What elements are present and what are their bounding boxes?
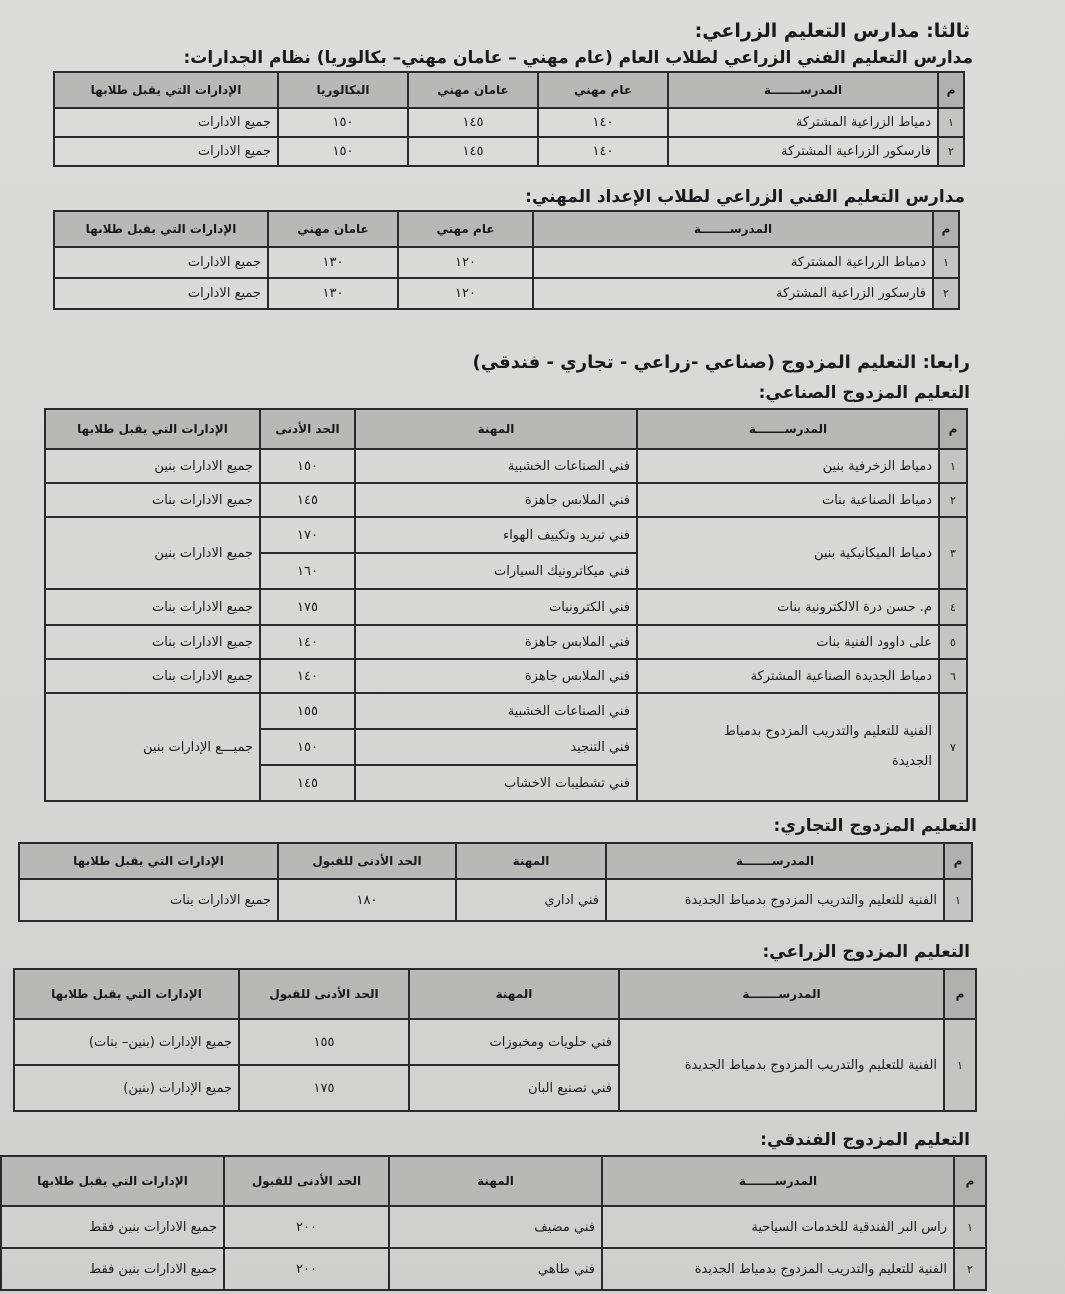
job-name: فني الملابس جاهزة <box>355 659 637 693</box>
row-index: ١ <box>933 247 959 278</box>
row-index: ٥ <box>939 625 967 659</box>
job-name: فني الصناعات الخشبية <box>355 449 637 483</box>
row-index: ٢ <box>938 137 964 166</box>
header-min: الحد الأدنى <box>260 409 355 449</box>
header-admins: الإدارات التي يقبل طلابها <box>19 843 278 879</box>
table-row <box>19 879 972 921</box>
score-value: ١٤٠ <box>538 108 668 137</box>
job-name: فني مضيف <box>389 1206 602 1248</box>
admin-text: جميع الادارات <box>54 247 268 278</box>
commercial-title: التعليم المزدوج التجاري: <box>773 816 977 836</box>
school-name: دمياط الزراعية المشتركة <box>668 108 938 137</box>
header-admins: الإدارات التي يقبل طلابها <box>54 211 268 247</box>
header-year1: عام مهني <box>538 72 668 108</box>
table-row <box>45 449 967 483</box>
min-score: ١٥٠ <box>260 729 355 765</box>
score-value: ١٣٠ <box>268 278 398 309</box>
section3-sub2: مدارس التعليم الفني الزراعي لطلاب الإعداد المهني: <box>525 187 965 207</box>
header-admins: الإدارات التي يقبل طلابها <box>45 409 260 449</box>
admin-text: جميع الادارات بنات <box>45 589 260 625</box>
min-score: ١٥٥ <box>260 693 355 729</box>
admin-text: جميع الإدارات (بنين) <box>14 1065 239 1111</box>
table-row <box>45 589 967 625</box>
header-year2: عامان مهني <box>408 72 538 108</box>
admin-text: جميع الادارات <box>54 137 278 166</box>
agricultural-title: التعليم المزدوج الزراعي: <box>762 942 970 962</box>
header-school: المدرســـــــة <box>602 1156 954 1206</box>
header-min: الحد الأدنى للقبول <box>224 1156 389 1206</box>
row-index: ١ <box>944 1019 976 1111</box>
school-name: م. حسن درة الالكترونية بنات <box>637 589 939 625</box>
header-index: م <box>933 211 959 247</box>
header-job: المهنة <box>389 1156 602 1206</box>
score-value: ١٥٠ <box>278 108 408 137</box>
header-index: م <box>938 72 964 108</box>
job-name: فني الملابس جاهزة <box>355 483 637 517</box>
admin-text: جميع الادارات بنات <box>45 659 260 693</box>
dual-industrial-table <box>44 408 968 802</box>
admin-text: جميع الادارات <box>54 278 268 309</box>
header-year2: عامان مهني <box>268 211 398 247</box>
table-row <box>45 483 967 517</box>
row-index: ١ <box>954 1206 986 1248</box>
min-score: ١٤٥ <box>260 483 355 517</box>
row-index: ٤ <box>939 589 967 625</box>
school-name <box>637 693 939 801</box>
header-job: المهنة <box>355 409 637 449</box>
table-row <box>54 108 964 137</box>
row-index: ١ <box>938 108 964 137</box>
admin-text: جميع الادارات بنين فقط <box>1 1248 224 1290</box>
table-row <box>45 517 967 553</box>
school-name: دمياط الصناعية بنات <box>637 483 939 517</box>
header-year1: عام مهني <box>398 211 533 247</box>
school-name-line2: الجديدة <box>891 754 932 769</box>
header-index: م <box>954 1156 986 1206</box>
table-row <box>54 137 964 166</box>
section3-title: ثالثا: مدارس التعليم الزراعي: <box>694 20 970 42</box>
min-score: ١٧٠ <box>260 517 355 553</box>
admin-text: جميع الادارات بنات <box>45 483 260 517</box>
admin-text: جميع الادارات بنين <box>45 449 260 483</box>
min-score: ١٥٥ <box>239 1019 409 1065</box>
row-index: ٢ <box>939 483 967 517</box>
school-name: الفنية للتعليم والتدريب المزدوج بدمياط الجديدة <box>606 879 944 921</box>
agri-general-table <box>53 71 965 167</box>
row-index: ٣ <box>939 517 967 589</box>
table-row <box>54 247 959 278</box>
admin-text: جميع الادارات بنات <box>19 879 278 921</box>
min-score: ٢٠٠ <box>224 1206 389 1248</box>
min-score: ١٨٠ <box>278 879 456 921</box>
min-score: ٢٠٠ <box>224 1248 389 1290</box>
job-name: فني الملابس جاهزة <box>355 625 637 659</box>
school-name: على داوود الفنية بنات <box>637 625 939 659</box>
job-name: فني تشطيبات الاخشاب <box>355 765 637 801</box>
row-index: ٧ <box>939 693 967 801</box>
min-score: ١٧٥ <box>239 1065 409 1111</box>
row-index: ٢ <box>933 278 959 309</box>
dual-agricultural-table <box>13 968 977 1112</box>
school-name: الفنية للتعليم والتدريب المزدوج بدمياط الجديدة <box>602 1248 954 1290</box>
score-value: ١٢٠ <box>398 247 533 278</box>
min-score: ١٤٥ <box>260 765 355 801</box>
school-name: دمياط الميكانيكية بنين <box>637 517 939 589</box>
min-score: ١٧٥ <box>260 589 355 625</box>
admin-text: جميع الادارات بنين <box>45 517 260 589</box>
header-index: م <box>944 969 976 1019</box>
school-name: فارسكور الزراعية المشتركة <box>668 137 938 166</box>
header-school: المدرســـــــة <box>606 843 944 879</box>
school-name-line1: الفنية للتعليم والتدريب المزدوج بدمياط <box>723 724 932 739</box>
table-row <box>54 278 959 309</box>
job-name: فني الصناعات الخشبية <box>355 693 637 729</box>
min-score: ١٦٠ <box>260 553 355 589</box>
school-name: الفنية للتعليم والتدريب المزدوج بدمياط الجديدة <box>619 1019 944 1111</box>
header-school: المدرســـــــة <box>637 409 939 449</box>
score-value: ١٤٥ <box>408 137 538 166</box>
agri-prep-table <box>53 210 960 310</box>
job-name: فني الكترونيات <box>355 589 637 625</box>
admin-text: جميع الادارات بنات <box>45 625 260 659</box>
section4-title: رابعا: التعليم المزدوج (صناعي -زراعي - تجاري - فندقي) <box>472 352 970 373</box>
job-name: فني طاهي <box>389 1248 602 1290</box>
row-index: ٦ <box>939 659 967 693</box>
header-min: الحد الأدنى للقبول <box>278 843 456 879</box>
header-job: المهنة <box>409 969 619 1019</box>
header-admins: الإدارات التي يقبل طلابها <box>1 1156 224 1206</box>
dual-hotel-table <box>0 1155 987 1291</box>
job-name: فني اداري <box>456 879 606 921</box>
header-admins: الإدارات التي يقبل طلابها <box>54 72 278 108</box>
admin-text: جميع الادارات بنين فقط <box>1 1206 224 1248</box>
admin-text: جميع الإدارات (بنين– بنات) <box>14 1019 239 1065</box>
header-admins: الإدارات التي يقبل طلابها <box>14 969 239 1019</box>
school-name: دمياط الزراعية المشتركة <box>533 247 933 278</box>
table-row <box>45 693 967 729</box>
header-school: المدرســـــــة <box>668 72 938 108</box>
min-score: ١٥٠ <box>260 449 355 483</box>
table-row <box>45 625 967 659</box>
min-score: ١٤٠ <box>260 659 355 693</box>
header-school: المدرســـــــة <box>533 211 933 247</box>
dual-commercial-table <box>18 842 973 922</box>
table-row <box>1 1248 986 1290</box>
job-name: فني التنجيد <box>355 729 637 765</box>
row-index: ١ <box>939 449 967 483</box>
school-name: راس البر الفندقية للخدمات السياحية <box>602 1206 954 1248</box>
header-min: الحد الأدنى للقبول <box>239 969 409 1019</box>
school-name: دمياط الزخرفية بنين <box>637 449 939 483</box>
admin-text: جميع الادارات <box>54 108 278 137</box>
min-score: ١٤٠ <box>260 625 355 659</box>
header-index: م <box>939 409 967 449</box>
header-job: المهنة <box>456 843 606 879</box>
admin-text: جميـــع الإدارات بنين <box>45 693 260 801</box>
header-index: م <box>944 843 972 879</box>
job-name: فني ميكاترونيك السيارات <box>355 553 637 589</box>
job-name: فني تصنيع البان <box>409 1065 619 1111</box>
header-school: المدرســـــــة <box>619 969 944 1019</box>
score-value: ١٣٠ <box>268 247 398 278</box>
score-value: ١٤٠ <box>538 137 668 166</box>
hotel-title: التعليم المزدوج الفندقي: <box>760 1130 970 1150</box>
row-index: ٢ <box>954 1248 986 1290</box>
header-bacc: البكالوريا <box>278 72 408 108</box>
school-name: فارسكور الزراعية المشتركة <box>533 278 933 309</box>
table-row <box>1 1206 986 1248</box>
table-row <box>45 659 967 693</box>
job-name: فني تبريد وتكييف الهواء <box>355 517 637 553</box>
score-value: ١٥٠ <box>278 137 408 166</box>
row-index: ١ <box>944 879 972 921</box>
score-value: ١٢٠ <box>398 278 533 309</box>
industrial-title: التعليم المزدوج الصناعي: <box>758 383 970 403</box>
job-name: فني حلويات ومخبوزات <box>409 1019 619 1065</box>
score-value: ١٤٥ <box>408 108 538 137</box>
table-row <box>14 1019 976 1065</box>
section3-sub1: مدارس التعليم الفني الزراعي لطلاب العام (عام مهني – عامان مهني– بكالوريا) نظام الجدارات: <box>183 48 973 68</box>
school-name: دمياط الجديدة الصناعية المشتركة <box>637 659 939 693</box>
